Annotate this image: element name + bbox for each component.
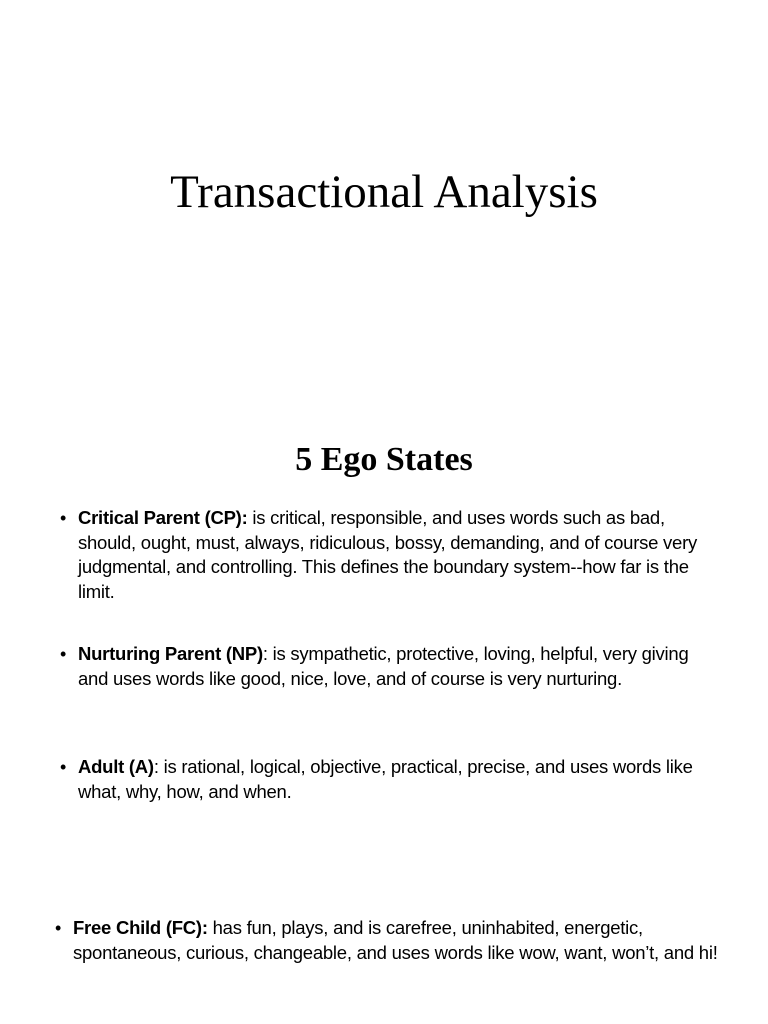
- bullet-term: Free Child (FC):: [73, 917, 208, 938]
- bullet-term: Nurturing Parent (NP): [78, 643, 263, 664]
- bullet-text: : is sympathetic, protective, loving, helpful, very giving and uses words like good, nice, love, and of course is very nurturing.: [78, 643, 689, 689]
- page-title: Transactional Analysis: [170, 166, 598, 218]
- bullet-dot-icon: •: [60, 508, 67, 528]
- bullet-dot-icon: •: [60, 644, 67, 664]
- bullet-text: has fun, plays, and is carefree, uninhabited, energetic, spontaneous, curious, changeable, and uses words like wow, want, won’t, and hi!: [73, 917, 718, 963]
- section-title: 5 Ego States: [295, 441, 473, 478]
- bullet-critical-parent: [60, 506, 726, 604]
- title-slide: [0, 0, 768, 432]
- bullet-term: Critical Parent (CP):: [78, 507, 248, 528]
- bullet-text: is critical, responsible, and uses words such as bad, should, ought, must, always, ridiculous, bossy, demanding, and of course very judgmental, and controlling. This defines the boundary system--how far is the limit.: [78, 507, 697, 602]
- bullet-dot-icon: •: [60, 757, 67, 777]
- bullet-term: Adult (A): [78, 756, 154, 777]
- bullet-nurturing-parent: [60, 642, 718, 691]
- bullet-free-child: [55, 916, 723, 965]
- bullet-dot-icon: •: [55, 918, 62, 938]
- bullet-adult: [60, 755, 718, 804]
- bullet-text: : is rational, logical, objective, practical, precise, and uses words like what, why, how, and when.: [78, 756, 693, 802]
